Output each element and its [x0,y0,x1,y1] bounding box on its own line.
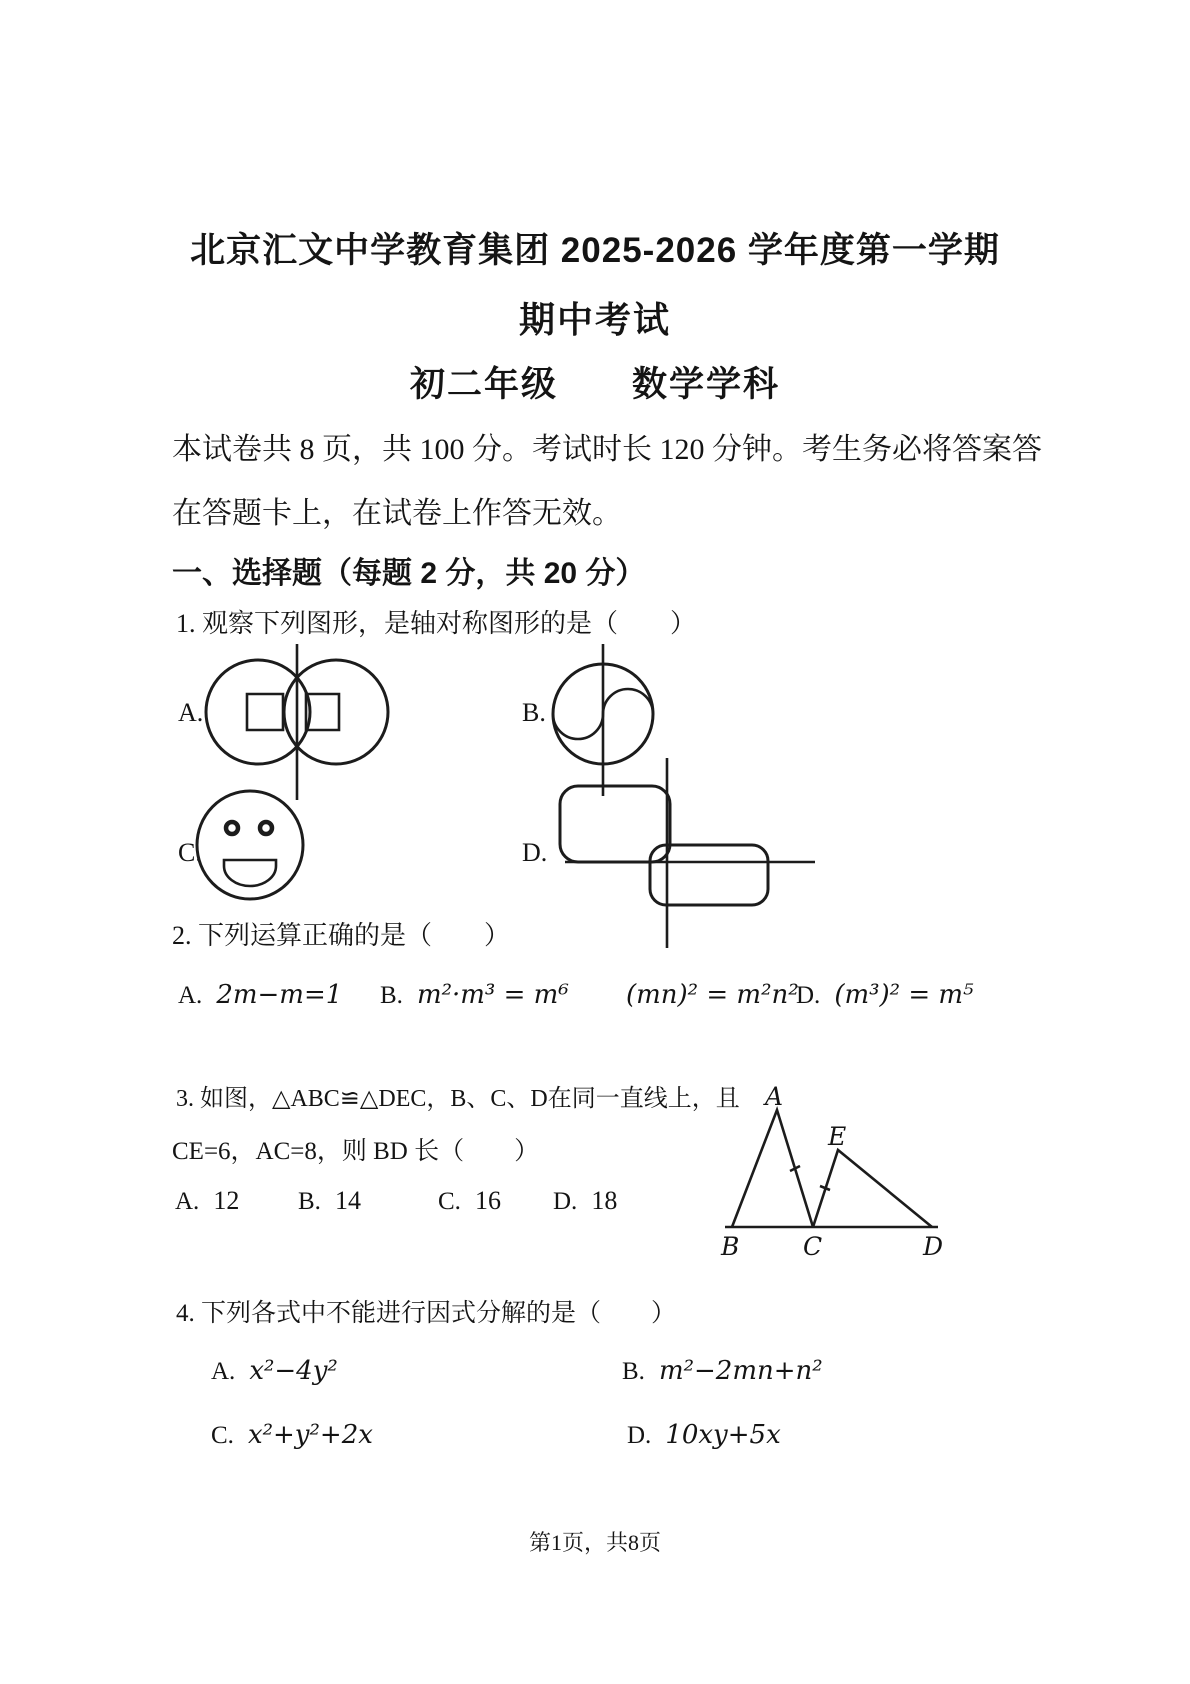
q3-figure-label-c: C [803,1232,823,1261]
exam-title-line1: 北京汇文中学教育集团 2025-2026 学年度第一学期 [190,231,1000,270]
q2-option-d-label: D. [796,982,821,1009]
q3-option-d-value: 18 [591,1186,618,1215]
q3-figure-congruent-triangles [655,1075,955,1275]
q2-option-a-label: A. [178,982,203,1009]
question-3-stem-line2: CE=6，AC=8，则 BD 长（ ） [172,1138,540,1165]
q2-option-b [380,980,569,1010]
q3-option-b-value: 14 [334,1186,361,1215]
question-2-stem: 2. 下列运算正确的是（ ） [172,921,511,950]
q3-option-a [175,1186,239,1216]
q1-option-b-label: B. [522,698,546,727]
q2-option-c-formula: (mn)² = m²n² [626,980,799,1010]
exam-instructions-line2: 在答题卡上，在试卷上作答无效。 [172,497,622,530]
q2-option-b-label: B. [380,982,403,1009]
q1-option-a-label: A. [178,698,204,727]
exam-instructions-line1: 本试卷共 8 页，共 100 分。考试时长 120 分钟。考生务必将答案答 [172,433,1042,466]
q3-figure-label-d: D [923,1232,944,1261]
q4-option-a [211,1356,338,1386]
q3-figure-label-b: B [721,1232,740,1261]
q4-option-c [211,1420,373,1450]
q3-figure-label-a: A [765,1082,784,1111]
q4-option-b-label: B. [622,1358,645,1385]
q3-option-d-label: D. [553,1188,578,1215]
q4-option-a-formula: x²−4y² [249,1356,338,1386]
q4-option-d-label: D. [627,1422,652,1449]
q4-option-b [622,1356,823,1386]
q3-option-a-value: 12 [213,1186,240,1215]
q3-option-d [553,1186,617,1216]
q1-figure-d-rounded-squares-cross [545,745,835,955]
q1-option-c-label: C. [178,838,202,867]
q3-option-c-label: C. [438,1188,461,1215]
q3-option-a-label: A. [175,1188,200,1215]
q1-option-d-label: D. [522,838,548,867]
q4-option-d [627,1420,781,1450]
q1-figure-a-double-circles [200,640,400,805]
question-1-stem: 1. 观察下列图形，是轴对称图形的是（ ） [176,609,697,638]
q2-option-c [612,980,799,1010]
page-footer: 第1页，共8页 [528,1530,661,1555]
q3-option-c-value: 16 [474,1186,501,1215]
q3-option-b [298,1186,361,1216]
q4-option-b-formula: m²−2mn+n² [658,1356,823,1386]
q3-option-b-label: B. [298,1188,321,1215]
question-4-stem: 4. 下列各式中不能进行因式分解的是（ ） [176,1300,677,1327]
q4-option-d-formula: 10xy+5x [665,1420,781,1450]
q2-option-d-formula: (m³)² = m⁵ [834,980,974,1010]
question-3-stem-line1: 3. 如图，△ABC≌△DEC，B、C、D在同一直线上，且 [176,1086,740,1112]
exam-title-line2: 期中考试 [518,299,671,340]
q3-option-c [438,1186,501,1216]
section-heading: 一、选择题（每题 2 分，共 20 分） [172,557,646,590]
exam-title-line3: 初二年级 数学学科 [409,365,780,404]
q2-option-b-formula: m²·m³ = m⁶ [416,980,569,1010]
q3-figure-label-e: E [828,1122,847,1151]
q2-option-a [178,980,342,1010]
q4-option-c-label: C. [211,1422,234,1449]
q4-option-a-label: A. [211,1358,236,1385]
q2-option-a-formula: 2m−m=1 [216,980,343,1010]
q4-option-c-formula: x²+y²+2x [247,1420,373,1450]
q1-figure-c-smiley-face [195,788,310,913]
q2-option-d [796,980,974,1010]
